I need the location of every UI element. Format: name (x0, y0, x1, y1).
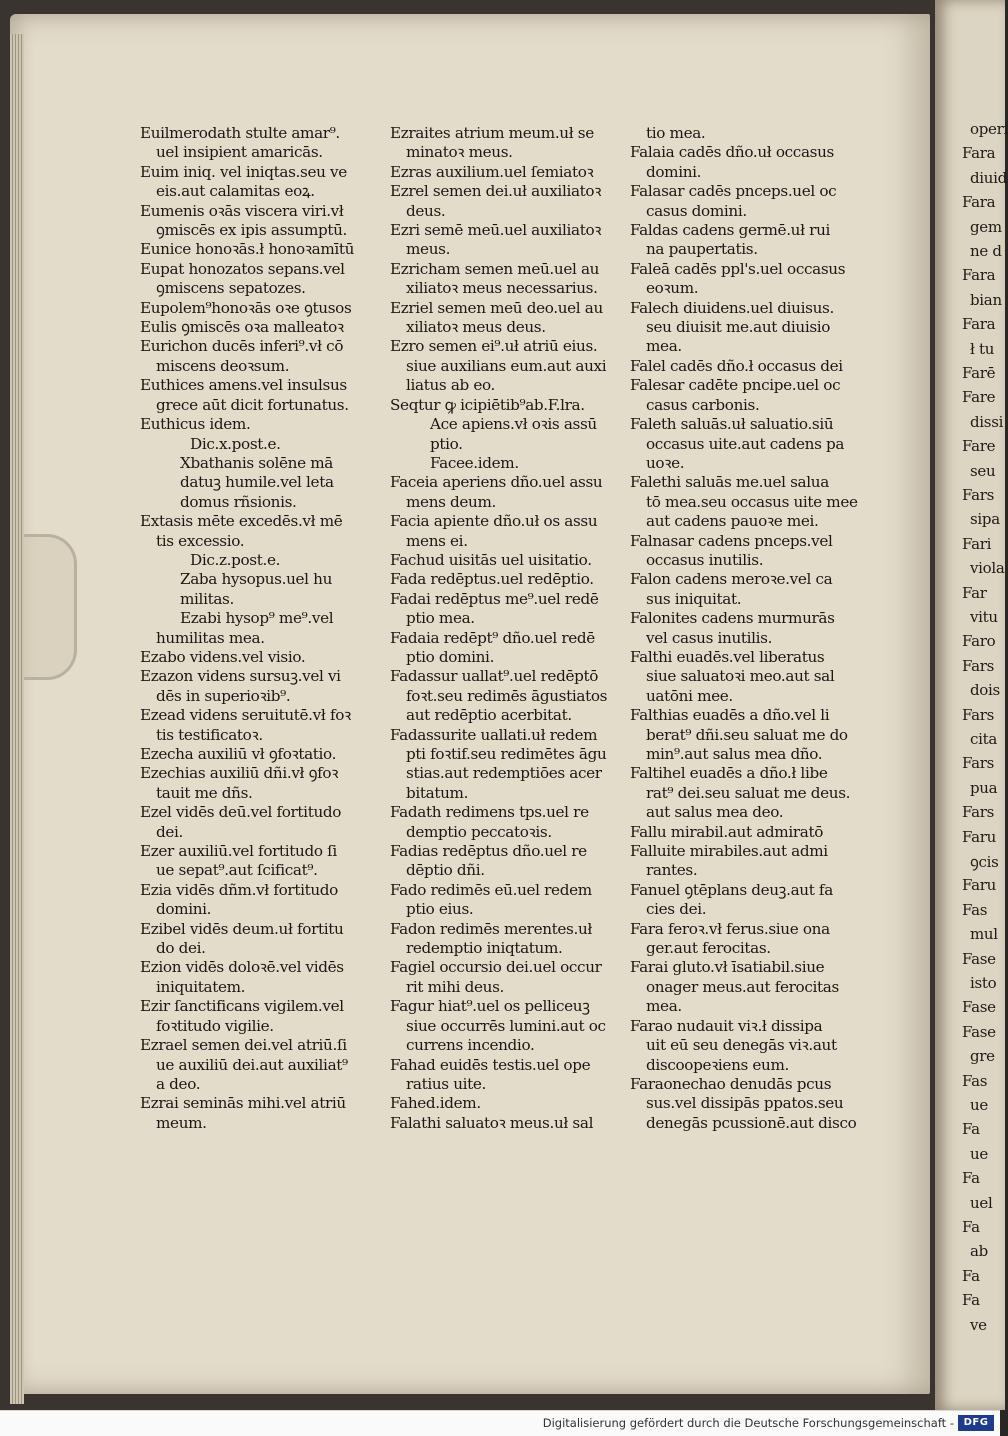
text-line: Extasis mēte excedēs.vł mē (140, 512, 343, 531)
text-line: Ezead videns seruitutē.vł foꝛ (140, 706, 351, 725)
text-line: mea. (646, 337, 682, 356)
right-page-line: vitu (970, 608, 998, 626)
page-clip (24, 534, 77, 680)
right-page-line: mul (970, 925, 998, 944)
text-line: ptio eius. (406, 900, 474, 919)
text-line: Farao nudauit viꝛ.ł dissipa (630, 1016, 823, 1035)
text-line: ptio. (430, 434, 463, 453)
text-line: Falech diuidens.uel diuisus. (630, 298, 834, 317)
text-line: grece aūt dicit fortunatus. (156, 395, 349, 414)
text-line: occasus uite.aut cadens pa (646, 434, 845, 453)
text-line: Eumenis oꝛās viscera viri.vł (140, 201, 344, 220)
right-page-line: Fa (962, 1169, 980, 1188)
text-line: redemptio iniqtatum. (406, 939, 563, 958)
text-line: mea. (646, 997, 682, 1016)
text-line: Falethi saluās me.uel salua (630, 473, 829, 492)
text-line: onager meus.aut ferocitas (646, 977, 839, 996)
text-line: berat⁹ dñi.seu saluat me do (646, 725, 848, 744)
text-line: Faceia aperiens dño.uel assu (390, 473, 603, 492)
right-page-line: Fara (962, 144, 996, 163)
text-line: Ezrai seminās mihi.vel atriū (140, 1094, 346, 1113)
text-line: humilitas mea. (156, 628, 265, 647)
text-line: Xbathanis solēne mā (180, 453, 333, 472)
text-line: deus. (406, 201, 446, 220)
text-line: Ezraites atrium meum.uł se (390, 124, 594, 142)
text-line: do dei. (156, 939, 206, 958)
text-line: foꝛtitudo vigilie. (156, 1016, 274, 1035)
text-line: pti foꝛtif.seu redimētes āgu (406, 745, 607, 763)
text-line: Fahed.idem. (390, 1094, 481, 1113)
page-edges (10, 34, 24, 1404)
text-line: domini. (646, 162, 702, 181)
right-page-line: sipa (970, 510, 1000, 529)
text-line: Ezir ſanctificans vigilem.vel (140, 997, 344, 1016)
text-line: Fadai redēptus me⁹.uel redē (390, 589, 599, 608)
text-line: Ezriel semen meū deo.uel au (390, 298, 603, 317)
text-line: ꝯmiscens sepatozes. (156, 279, 306, 298)
right-page-line: Faru (962, 876, 996, 895)
right-page-line: Fari (962, 534, 992, 553)
text-line: na paupertatis. (646, 240, 758, 259)
text-line: Fanuel ꝯtēplans deuꝫ.aut fa (630, 880, 833, 899)
text-line: a deo. (156, 1074, 201, 1093)
text-line: Falluite mirabiles.aut admi (630, 842, 828, 861)
right-page-line: Fare (962, 388, 996, 407)
dfg-logo[interactable]: DFG (958, 1415, 994, 1431)
text-line: Eurichon ducēs inferi⁹.vł cō (140, 337, 344, 356)
footer-bar (0, 1410, 1000, 1436)
text-line: Eunice honoꝛās.ł honoꝛamītū (140, 240, 355, 259)
right-page-line: Fara (962, 193, 996, 212)
text-line: rat⁹ dei.seu saluat me deus. (646, 783, 851, 802)
text-line: Fada redēptus.uel redēptio. (390, 570, 594, 589)
text-line: vel casus inutilis. (646, 628, 773, 647)
right-page-line: dissi (970, 412, 1004, 431)
text-line: minatoꝛ meus. (406, 143, 513, 162)
text-line: eis.aut calamitas eoꝝ. (156, 182, 315, 201)
text-line: Fadassurite uallati.uł redem (390, 725, 598, 744)
text-line: min⁹.aut salus mea dño. (646, 745, 823, 763)
text-line: seu diuisit me.aut diuisio (646, 318, 831, 337)
right-page-line: ne d (970, 242, 1002, 260)
text-line: Dic.x.post.e. (190, 434, 281, 453)
text-line: aut redēptio acerbitat. (406, 706, 572, 725)
text-line: Falesar cadēte pncipe.uel oc (630, 376, 841, 395)
right-page-line: ꝯcis (970, 853, 999, 871)
right-page-line: ł tu (970, 339, 995, 358)
text-line: uatōni mee. (646, 686, 733, 705)
text-line: liatus ab eo. (406, 376, 496, 395)
text-line: Faraonechao denudās pcus (630, 1074, 832, 1093)
right-page-line: Fas (962, 1071, 988, 1090)
text-line: meum. (156, 1113, 207, 1132)
text-line: Fara feroꝛ.vł ferus.siue ona (630, 919, 830, 938)
text-line: Euthicus idem. (140, 415, 251, 434)
text-line: ue auxiliū dei.aut auxiliat⁹ (156, 1055, 348, 1074)
text-line: Falasar cadēs pnceps.uel oc (630, 182, 837, 201)
text-line: siue saluatoꝛi meo.aut sal (646, 667, 835, 686)
text-line: domus rñsionis. (180, 492, 297, 511)
text-line: Euim iniq. vel iniqtas.seu ve (140, 162, 347, 181)
text-line: Ace apiens.vł oꝛis assū (430, 415, 597, 434)
funding-note: Digitalisierung gefördert durch die Deutsche Forschungsgemeinschaft - (542, 1416, 954, 1430)
right-page-line: cita (970, 730, 997, 748)
text-line: Euthices amens.vel insulsus (140, 376, 347, 395)
text-line: sus.vel dissipās ppatos.seu (646, 1094, 844, 1113)
text-line: tauit me dñs. (156, 783, 253, 802)
text-line: Farai gluto.vł īsatiabil.siue (630, 958, 825, 977)
text-line: Falathi saluatoꝛ meus.uł sal (390, 1113, 594, 1132)
text-line: Ezibel vidēs deum.uł fortitu (140, 919, 344, 938)
text-line: meus. (406, 240, 451, 259)
text-line: Faleā cadēs ppl's.uel occasus (630, 259, 846, 278)
text-line: demptio peccatoꝛis. (406, 822, 552, 841)
text-line: Euilmerodath stulte amar⁹. (140, 124, 340, 142)
right-page-line: Fars (962, 754, 995, 773)
right-page-line: Fas (962, 900, 988, 919)
text-line: Seqtur ꝙ icipiētib⁹ab.F.lra. (390, 395, 585, 414)
text-line: Falon cadens meroꝛe.vel ca (630, 570, 833, 589)
text-line: Fahad euidēs testis.uel ope (390, 1055, 591, 1074)
right-page-line: Fa (962, 1218, 980, 1236)
text-line: Ezion vidēs doloꝛē.vel vidēs (140, 958, 344, 977)
right-page-line: Faro (962, 632, 996, 651)
text-line: foꝛt.seu redimēs āgustiatos (406, 686, 608, 705)
text-line: iniquitatem. (156, 977, 246, 996)
right-page-line: Fara (962, 315, 996, 334)
right-page-line: Fars (962, 705, 995, 724)
text-line: ptio domini. (406, 647, 495, 666)
text-line: Facee.idem. (430, 453, 519, 472)
text-line: Ezrel semen dei.uł auxiliatoꝛ (390, 182, 602, 201)
text-line: Ezabo videns.vel visio. (140, 647, 306, 666)
text-line: ger.aut ferocitas. (646, 939, 771, 958)
text-line: Zaba hysopus.uel hu (180, 570, 333, 589)
text-line: tō mea.seu occasus uite mee (646, 492, 858, 511)
text-line: Falthi euadēs.vel liberatus (630, 647, 825, 666)
text-line: uoꝛe. (646, 453, 685, 472)
text-line: aut salus mea deo. (646, 803, 784, 822)
right-page-line: gre (970, 1047, 995, 1066)
text-line: siue occurrēs lumini.aut oc (406, 1016, 606, 1035)
text-line: ue sepat⁹.aut ſcificat⁹. (156, 861, 318, 880)
right-page-line: ue (970, 1096, 988, 1114)
text-line: Fadon redimēs merentes.uł (390, 919, 592, 938)
text-line: Eupolem⁹honoꝛās oꝛe ꝯtusos (140, 298, 352, 317)
right-page-line: Fars (962, 803, 995, 822)
text-line: bitatum. (406, 783, 469, 802)
text-line: occasus inutilis. (646, 550, 764, 569)
right-page-line: Fars (962, 486, 995, 504)
text-line: Ezabi hysop⁹ me⁹.vel (180, 609, 334, 628)
text-line: Ezia vidēs dñm.vł fortitudo (140, 880, 338, 899)
text-line: uel insipient amaricās. (156, 143, 323, 162)
right-page-line: pua (970, 778, 998, 797)
text-line: currens incendio. (406, 1036, 535, 1055)
text-line: Fado redimēs eū.uel redem (390, 880, 592, 899)
text-column-3 (630, 124, 858, 1133)
text-line: discoopeꝛiens eum. (646, 1055, 790, 1074)
right-page-fragment (935, 0, 1008, 1410)
text-line: mens ei. (406, 531, 468, 550)
text-line: sus iniquitat. (646, 589, 742, 608)
text-line: Fadath redimens tps.uel re (390, 803, 589, 822)
text-line: Falel cadēs dño.ł occasus dei (630, 356, 843, 375)
right-page-line: Fars (962, 656, 995, 675)
text-line: tis testificatoꝛ. (156, 725, 263, 744)
text-line: Ezricham semen meū.uel au (390, 259, 600, 278)
right-page-line: Fase (962, 949, 996, 968)
text-line: Ezri semē meū.uel auxiliatoꝛ (390, 221, 602, 240)
right-page-line: Faru (962, 827, 996, 846)
text-line: Fagur hiat⁹.uel os pelliceuꝫ (390, 997, 590, 1016)
text-line: aut cadens pauoꝛe mei. (646, 512, 819, 531)
text-line: datuꝫ humile.vel leta (180, 473, 334, 492)
right-page-line: seu (970, 461, 996, 480)
text-line: xiliatoꝛ meus deus. (406, 318, 546, 337)
text-line: ratius uite. (406, 1074, 487, 1093)
text-line: Faleth saluās.uł saluatio.siū (630, 415, 834, 434)
text-line: Ezrael semen dei.vel atriū.ſi (140, 1036, 347, 1055)
text-line: Faltihel euadēs a dño.ł libe (630, 764, 828, 783)
text-line: uit eū seu denegās viꝛ.aut (646, 1036, 837, 1055)
text-line: Fagiel occursio dei.uel occur (390, 958, 602, 977)
right-page-line: Fara (962, 266, 996, 285)
text-line: siue auxilians eum.aut auxi (406, 356, 607, 375)
text-line: Ezro semen ei⁹.uł atriū eius. (390, 337, 598, 356)
text-line: militas. (180, 589, 234, 608)
right-page-line: bian (970, 290, 1002, 309)
text-line: Fachud uisitās uel uisitatio. (390, 550, 592, 569)
text-line: Eulis ꝯmiscēs oꝛa malleatoꝛ (140, 318, 344, 337)
text-line: Eupat honozatos sepans.vel (140, 259, 345, 278)
text-line: casus carbonis. (646, 395, 760, 414)
text-line: Falnasar cadens pnceps.vel (630, 531, 833, 550)
text-line: stias.aut redemptiōes acer (406, 764, 602, 783)
text-line: tis excessio. (156, 531, 245, 550)
right-page-line: Fa (962, 1120, 980, 1139)
right-page-line: Fa (962, 1266, 980, 1285)
text-line: Ezecha auxiliū vł ꝯfoꝛtatio. (140, 745, 337, 763)
text-line: mens deum. (406, 492, 497, 511)
right-page-line: viola (970, 559, 1005, 578)
right-page-line: uel (970, 1193, 993, 1212)
text-line: Ezazon videns sursuꝫ.vel vi (140, 667, 341, 686)
text-line: Facia apiente dño.uł os assu (390, 512, 598, 531)
text-line: domini. (156, 900, 212, 919)
text-line: Falonites cadens murmurās (630, 609, 835, 628)
right-page-line: gem (970, 217, 1002, 236)
right-page-line: dois (970, 681, 1000, 700)
text-line: dei. (156, 822, 183, 841)
text-line: ꝯmiscēs ex ipis assumptū. (156, 221, 348, 240)
text-line: Fadaia redēpt⁹ dño.uel redē (390, 628, 595, 647)
text-column-1 (140, 124, 354, 1133)
right-page-line: Fare (962, 437, 996, 456)
text-line: rit mihi deus. (406, 977, 504, 996)
text-line: Ezer auxiliū.vel fortitudo ſi (140, 842, 337, 861)
text-line: Fadias redēptus dño.uel re (390, 842, 587, 861)
right-page-line: Fase (962, 1022, 996, 1041)
text-line: eoꝛum. (646, 279, 699, 298)
text-column-2 (390, 124, 607, 1133)
right-page-line: Farē (962, 364, 996, 382)
text-line: Dic.z.post.e. (190, 550, 281, 569)
text-line: Fallu mirabil.aut admiratō (630, 822, 823, 841)
right-page-line: diuid (970, 168, 1007, 187)
text-line: Falthias euadēs a dño.vel li (630, 706, 830, 725)
right-page-line: ab (970, 1242, 988, 1261)
text-line: casus domini. (646, 201, 747, 220)
right-page-line: ue (970, 1144, 988, 1163)
text-line: Faldas cadens germē.uł rui (630, 221, 831, 240)
text-line: miscens deoꝛsum. (156, 356, 290, 375)
right-page-line: operi (970, 120, 1008, 138)
right-page-line: ve (970, 1315, 987, 1334)
text-line: Fadassur uallat⁹.uel redēptō (390, 667, 599, 686)
text-line: xiliatoꝛ meus necessarius. (406, 279, 598, 298)
right-page-line: isto (970, 974, 997, 992)
text-line: Ezras auxilium.uel ſemiatoꝛ (390, 162, 594, 181)
right-page-line: Fa (962, 1291, 980, 1310)
text-line: denegās pcussionē.aut disco (646, 1113, 857, 1132)
text-line: cies dei. (646, 900, 707, 919)
text-line: Falaia cadēs dño.uł occasus (630, 143, 834, 162)
text-line: dēs in superioꝛib⁹. (156, 686, 291, 705)
right-page-line: Fase (962, 998, 996, 1017)
text-line: dēptio dñi. (406, 861, 485, 880)
text-line: rantes. (646, 861, 698, 880)
text-line: ptio mea. (406, 609, 475, 628)
text-line: tio mea. (646, 124, 706, 142)
text-line: Ezechias auxiliū dñi.vł ꝯfoꝛ (140, 764, 339, 783)
text-line: Ezel vidēs deū.vel fortitudo (140, 803, 342, 822)
right-page-line: Far (962, 583, 987, 602)
